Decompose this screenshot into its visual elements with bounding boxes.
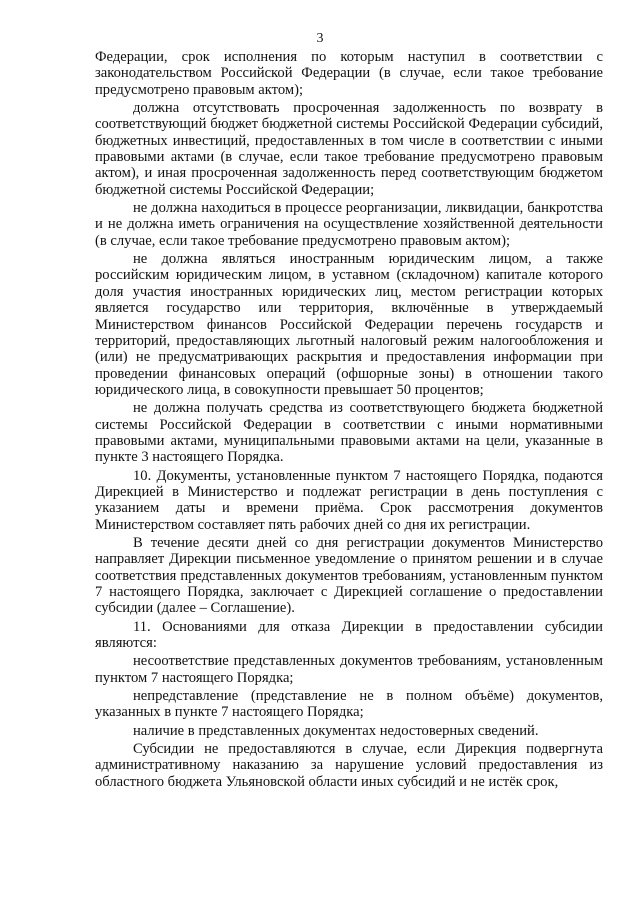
paragraph-refusal-reason-1: несоответствие представленных документов требованиям, установленным пунктом 7 настоящего Порядка; xyxy=(95,653,603,686)
paragraph-item-11: 11. Основаниями для отказа Дирекции в предоставлении субсидии являются: xyxy=(95,618,603,652)
paragraph-refusal-reason-3: наличие в представленных документах недостоверных сведений. xyxy=(133,722,539,739)
paragraph-no-other-budget-funds: не должна получать средства из соответствующего бюджета бюджетной системы Российской Федерации в соответствии с иными нормативными правовыми актами, муниципальными правовыми актами на цели, указанные в пункте 3 настоящего Порядка. xyxy=(95,400,603,466)
paragraph-subsidy-not-granted: Субсидии не предоставляются в случае, если Дирекция подвергнута административному наказанию за нарушение условий предоставления из областного бюджета Ульяновской области иных субсидий и не истёк срок, xyxy=(95,741,603,790)
paragraph-continuation: Федерации, срок исполнения по которым наступил в соответствии с законодательством Российской Федерации (в случае, если такое требование предусмотрено правовым актом); xyxy=(95,49,603,98)
paragraph-refusal-reason-2: непредставление (представление не в полном объёме) документов, указанных в пункте 7 настоящего Порядка; xyxy=(95,688,603,721)
paragraph-item-10: 10. Документы, установленные пунктом 7 настоящего Порядка, подаются Дирекцией в Министерство и подлежат регистрации в день поступления с указанием даты и времени приёма. Срок рассмотрения документов Министерством составляет пять рабочих дней со дня их регистрации. xyxy=(95,467,603,533)
page-number: 3 xyxy=(316,31,324,46)
paragraph-no-reorganization: не должна находиться в процессе реорганизации, ликвидации, банкротства и не должна иметь ограничения на осуществление хозяйственной деятельности (в случае, если такое требование предусмотрено правовым актом); xyxy=(95,200,603,249)
paragraph-not-foreign-entity: не должна являться иностранным юридическим лицом, а также российским юридическим лицом, в уставном (складочном) капитале которого доля участия иностранных юридических лиц, местом регистрации которых является государство или территория, включённые в утверждаемый Министерством финансов Российской Федерации перечень государств и территорий, предоставляющих льготный налоговый режим налогообложения и (или) не предусматривающих раскрытия и предоставления информации при проведении финансовых операций (офшорные зоны) в отношении такого юридического лица, в совокупности превышает 50 процентов; xyxy=(95,251,603,398)
paragraph-notification: В течение десяти дней со дня регистрации документов Министерство направляет Дирекции письменное уведомление о принятом решении и в случае соответствия представленных документов требованиям, установленным пунктом 7 настоящего Порядка, заключает с Дирекцией соглашение о предоставлении субсидии (далее – Соглашение). xyxy=(95,534,603,617)
paragraph-no-overdue-debt: должна отсутствовать просроченная задолженность по возврату в соответствующий бюджет бюджетной системы Российской Федерации субсидий, бюджетных инвестиций, предоставленных в том числе в соответствии с иными правовыми актами (в случае, если такое требование предусмотрено правовым актом), и иная просроченная задолженность перед соответствующим бюджетом бюджетной системы Российской Федерации; xyxy=(95,100,603,198)
document-body xyxy=(95,49,603,790)
